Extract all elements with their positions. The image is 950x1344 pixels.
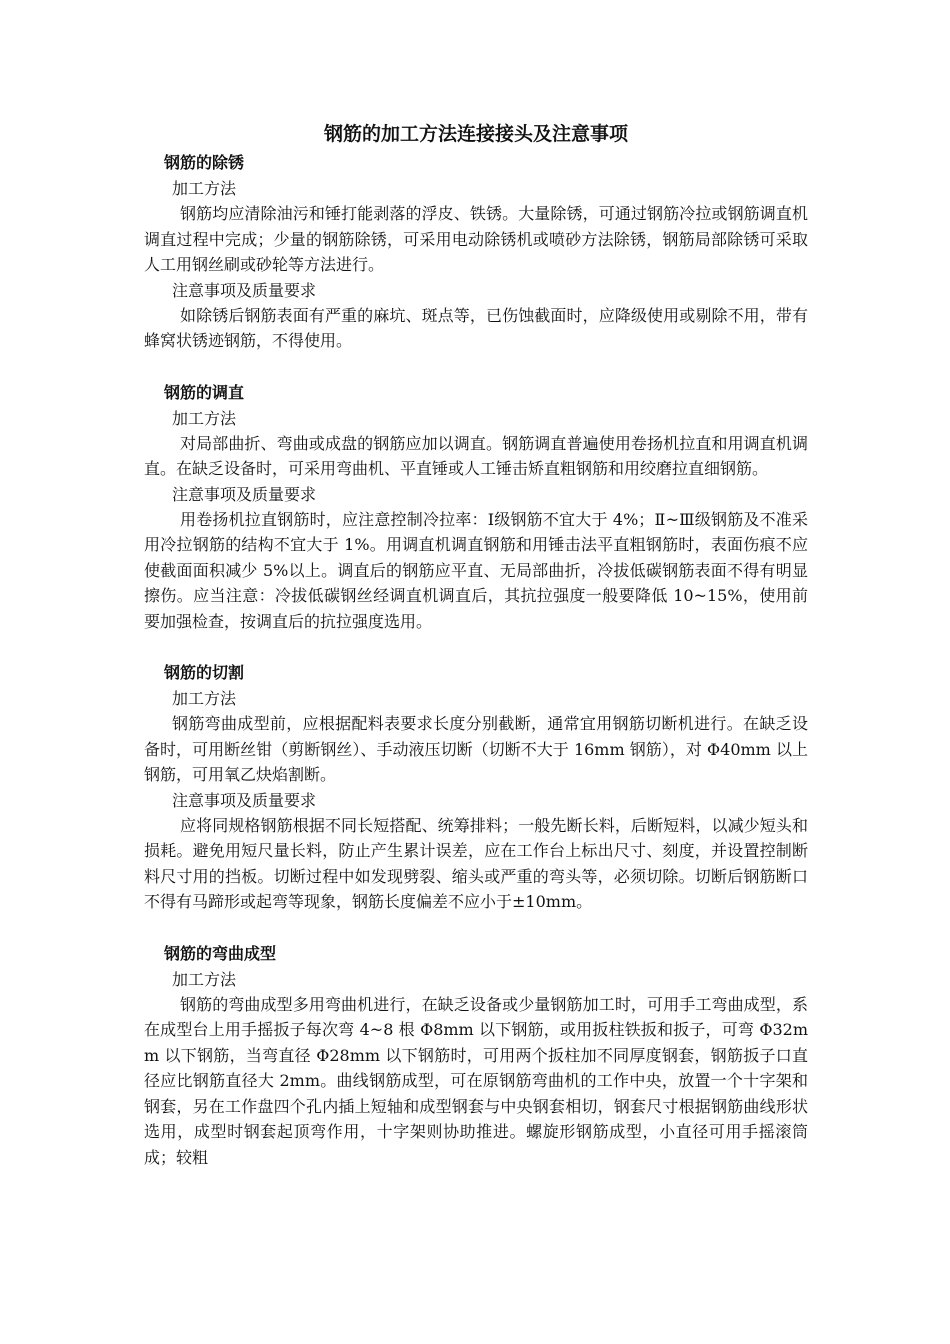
method-paragraph: 钢筋均应清除油污和锤打能剥落的浮皮、铁锈。大量除锈，可通过钢筋冷拉或钢筋调直机调直过程中完成；少量的钢筋除锈，可采用电动除锈机或喷砂方法除锈，钢筋局部除锈可采取人工用钢丝刷或砂轮等方法进行。: [144, 204, 808, 274]
document-title: 钢筋的加工方法连接接头及注意事项: [323, 123, 628, 145]
method-label: 加工方法: [172, 969, 237, 989]
notes-paragraph: 用卷扬机拉直钢筋时，应注意控制冷拉率：Ⅰ级钢筋不宜大于 4%；Ⅱ~Ⅲ级钢筋及不准采用冷拉钢筋的结构不宜大于 1%。用调直机调直钢筋和用锤击法平直粗钢筋时，表面伤痕不应使截面面积减少 5%以上。调直后的钢筋应平直、无局部曲折，冷拔低碳钢筋表面不得有明显擦伤。应当注意：冷拔低碳钢丝经调直机调直后，其抗拉强度一般要降低 10~15%，使用前要加强检查，按调直后的抗拉强度选用。: [144, 509, 808, 631]
notes-label: 注意事项及质量要求: [172, 280, 317, 300]
method-label: 加工方法: [172, 689, 237, 708]
section-heading: 钢筋的调直: [164, 382, 245, 402]
method-label: 加工方法: [172, 408, 237, 428]
notes-paragraph: 如除锈后钢筋表面有严重的麻坑、斑点等，已伤蚀截面时，应降级使用或剔除不用，带有蜂窝状锈迹钢筋，不得使用。: [144, 305, 808, 350]
section-cutting: [144, 660, 808, 915]
method-label: 加工方法: [172, 179, 237, 198]
section-straightening: [144, 380, 808, 635]
section-bending: [144, 941, 808, 1171]
document-page: [144, 120, 808, 1170]
method-paragraph: 钢筋的弯曲成型多用弯曲机进行，在缺乏设备或少量钢筋加工时，可用手工弯曲成型，系在成型台上用手摇扳子每次弯 4~8 根 Φ8mm 以下钢筋，或用扳柱铁扳和扳子，可弯 Φ32mm 以下钢筋，当弯直径 Φ28mm 以下钢筋时，可用两个扳柱加不同厚度钢套，钢筋扳子口直径应比钢筋直径大 2mm。曲线钢筋成型，可在原钢筋弯曲机的工作中央，放置一个十字架和钢套，另在工作盘四个孔内插上短轴和成型钢套与中央钢套相切，钢套尺寸根据钢筋曲线形状选用，成型时钢套起顶弯作用，十字架则协助推进。螺旋形钢筋成型，小直径可用手摇滚筒成；较粗: [144, 994, 808, 1167]
section-heading: 钢筋的除锈: [164, 153, 245, 172]
notes-paragraph: 应将同规格钢筋根据不同长短搭配、统筹排料；一般先断长料，后断短料，以减少短头和损耗。避免用短尺量长料，防止产生累计误差，应在工作台上标出尺寸、刻度，并设置控制断料尺寸用的挡板。切断过程中如发现劈裂、缩头或严重的弯头等，必须切除。切断后钢筋断口不得有马蹄形或起弯等现象，钢筋长度偏差不应小于±10mm。: [144, 815, 808, 911]
method-paragraph: 钢筋弯曲成型前，应根据配料表要求长度分别截断，通常宜用钢筋切断机进行。在缺乏设备时，可用断丝钳（剪断钢丝）、手动液压切断（切断不大于 16mm 钢筋），对 Φ40mm 以上钢筋，可用氧乙炔焰割断。: [144, 714, 808, 784]
notes-label: 注意事项及质量要求: [172, 484, 317, 504]
section-rust-removal: [144, 150, 808, 354]
section-heading: 钢筋的切割: [164, 663, 245, 682]
notes-label: 注意事项及质量要求: [172, 790, 317, 810]
method-paragraph: 对局部曲折、弯曲或成盘的钢筋应加以调直。钢筋调直普遍使用卷扬机拉直和用调直机调直。在缺乏设备时，可采用弯曲机、平直锤或人工锤击矫直粗钢筋和用绞磨拉直细钢筋。: [144, 433, 808, 478]
section-heading: 钢筋的弯曲成型: [164, 943, 277, 963]
